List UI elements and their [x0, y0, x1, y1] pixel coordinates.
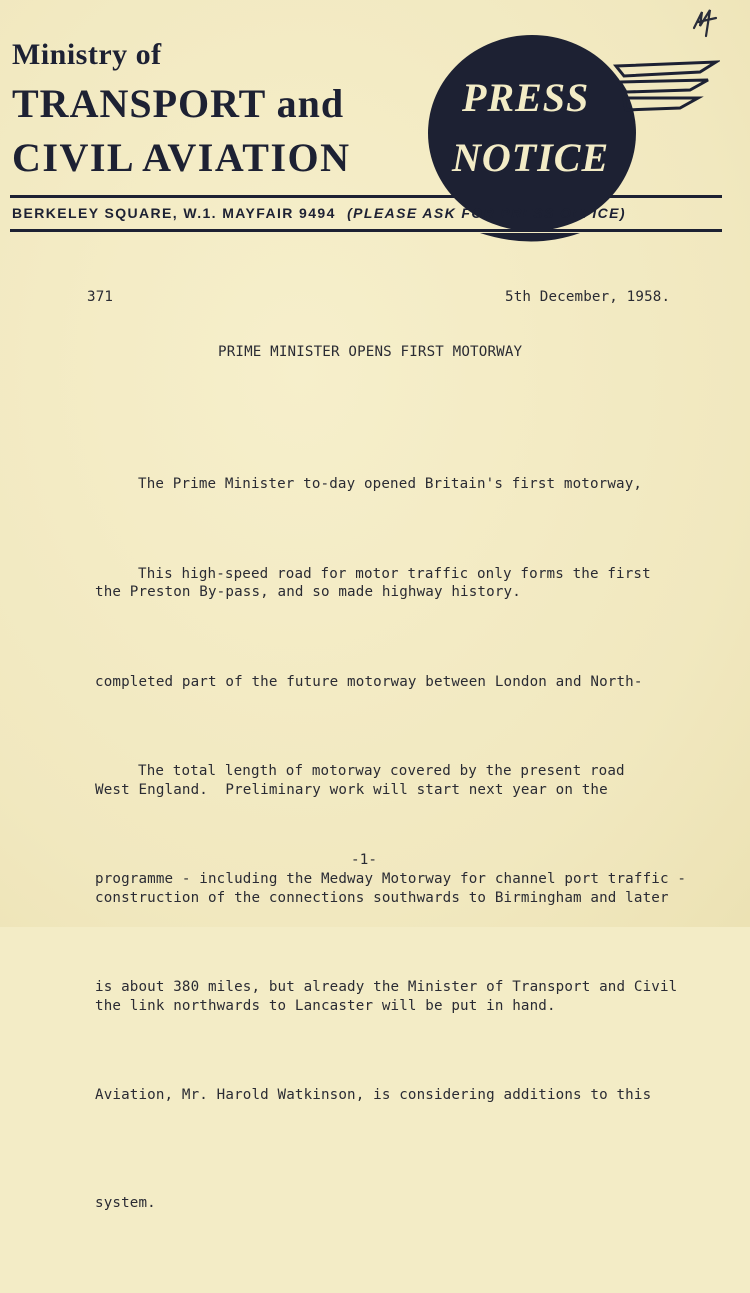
address-line [12, 205, 626, 221]
press-label: PRESS [462, 75, 590, 120]
paragraph-line: system. [95, 1195, 156, 1211]
ministry-name-line1: Ministry of [12, 38, 162, 71]
notice-date: 5th December, 1958. [505, 289, 671, 305]
paragraph-line: Aviation, Mr. Harold Watkinson, is considering additions to this [95, 1087, 652, 1103]
paragraph-line: completed part of the future motorway between London and North- [95, 674, 643, 690]
paragraph-line: West England. Preliminary work will start next year on the [95, 782, 608, 798]
notice-label: NOTICE [452, 135, 610, 180]
divider-bottom [10, 229, 722, 232]
press-office-note: (PLEASE ASK FOR PRESS OFFICE) [347, 205, 626, 221]
notice-reference-number: 371 [87, 289, 114, 305]
paragraph-line: The Prime Minister to-day opened Britain's first motorway, [138, 476, 643, 492]
page-number: -1- [351, 852, 378, 868]
paragraph-line: The total length of motorway covered by the present road [138, 763, 625, 779]
paragraph-line: the link northwards to Lancaster will be put in hand. [95, 998, 556, 1014]
paragraph-3 [95, 681, 686, 1293]
address-text: BERKELEY SQUARE, W.1. MAYFAIR 9494 [12, 205, 336, 221]
ministry-name-line3: CIVIL AVIATION [12, 135, 351, 180]
ministry-name-line2: TRANSPORT and [12, 81, 345, 126]
paragraph-line: the Preston By-pass, and so made highway history. [95, 584, 521, 600]
paragraph-line: This high-speed road for motor traffic only forms the first [138, 566, 651, 582]
paragraph-line: programme - including the Medway Motorway for channel port traffic - [95, 871, 687, 887]
paragraph-line: is about 380 miles, but already the Minister of Transport and Civil [95, 979, 678, 995]
divider-top [10, 195, 722, 198]
headline: PRIME MINISTER OPENS FIRST MOTORWAY [218, 344, 523, 360]
paragraph-line: construction of the connections southwards to Birmingham and later [95, 890, 669, 906]
